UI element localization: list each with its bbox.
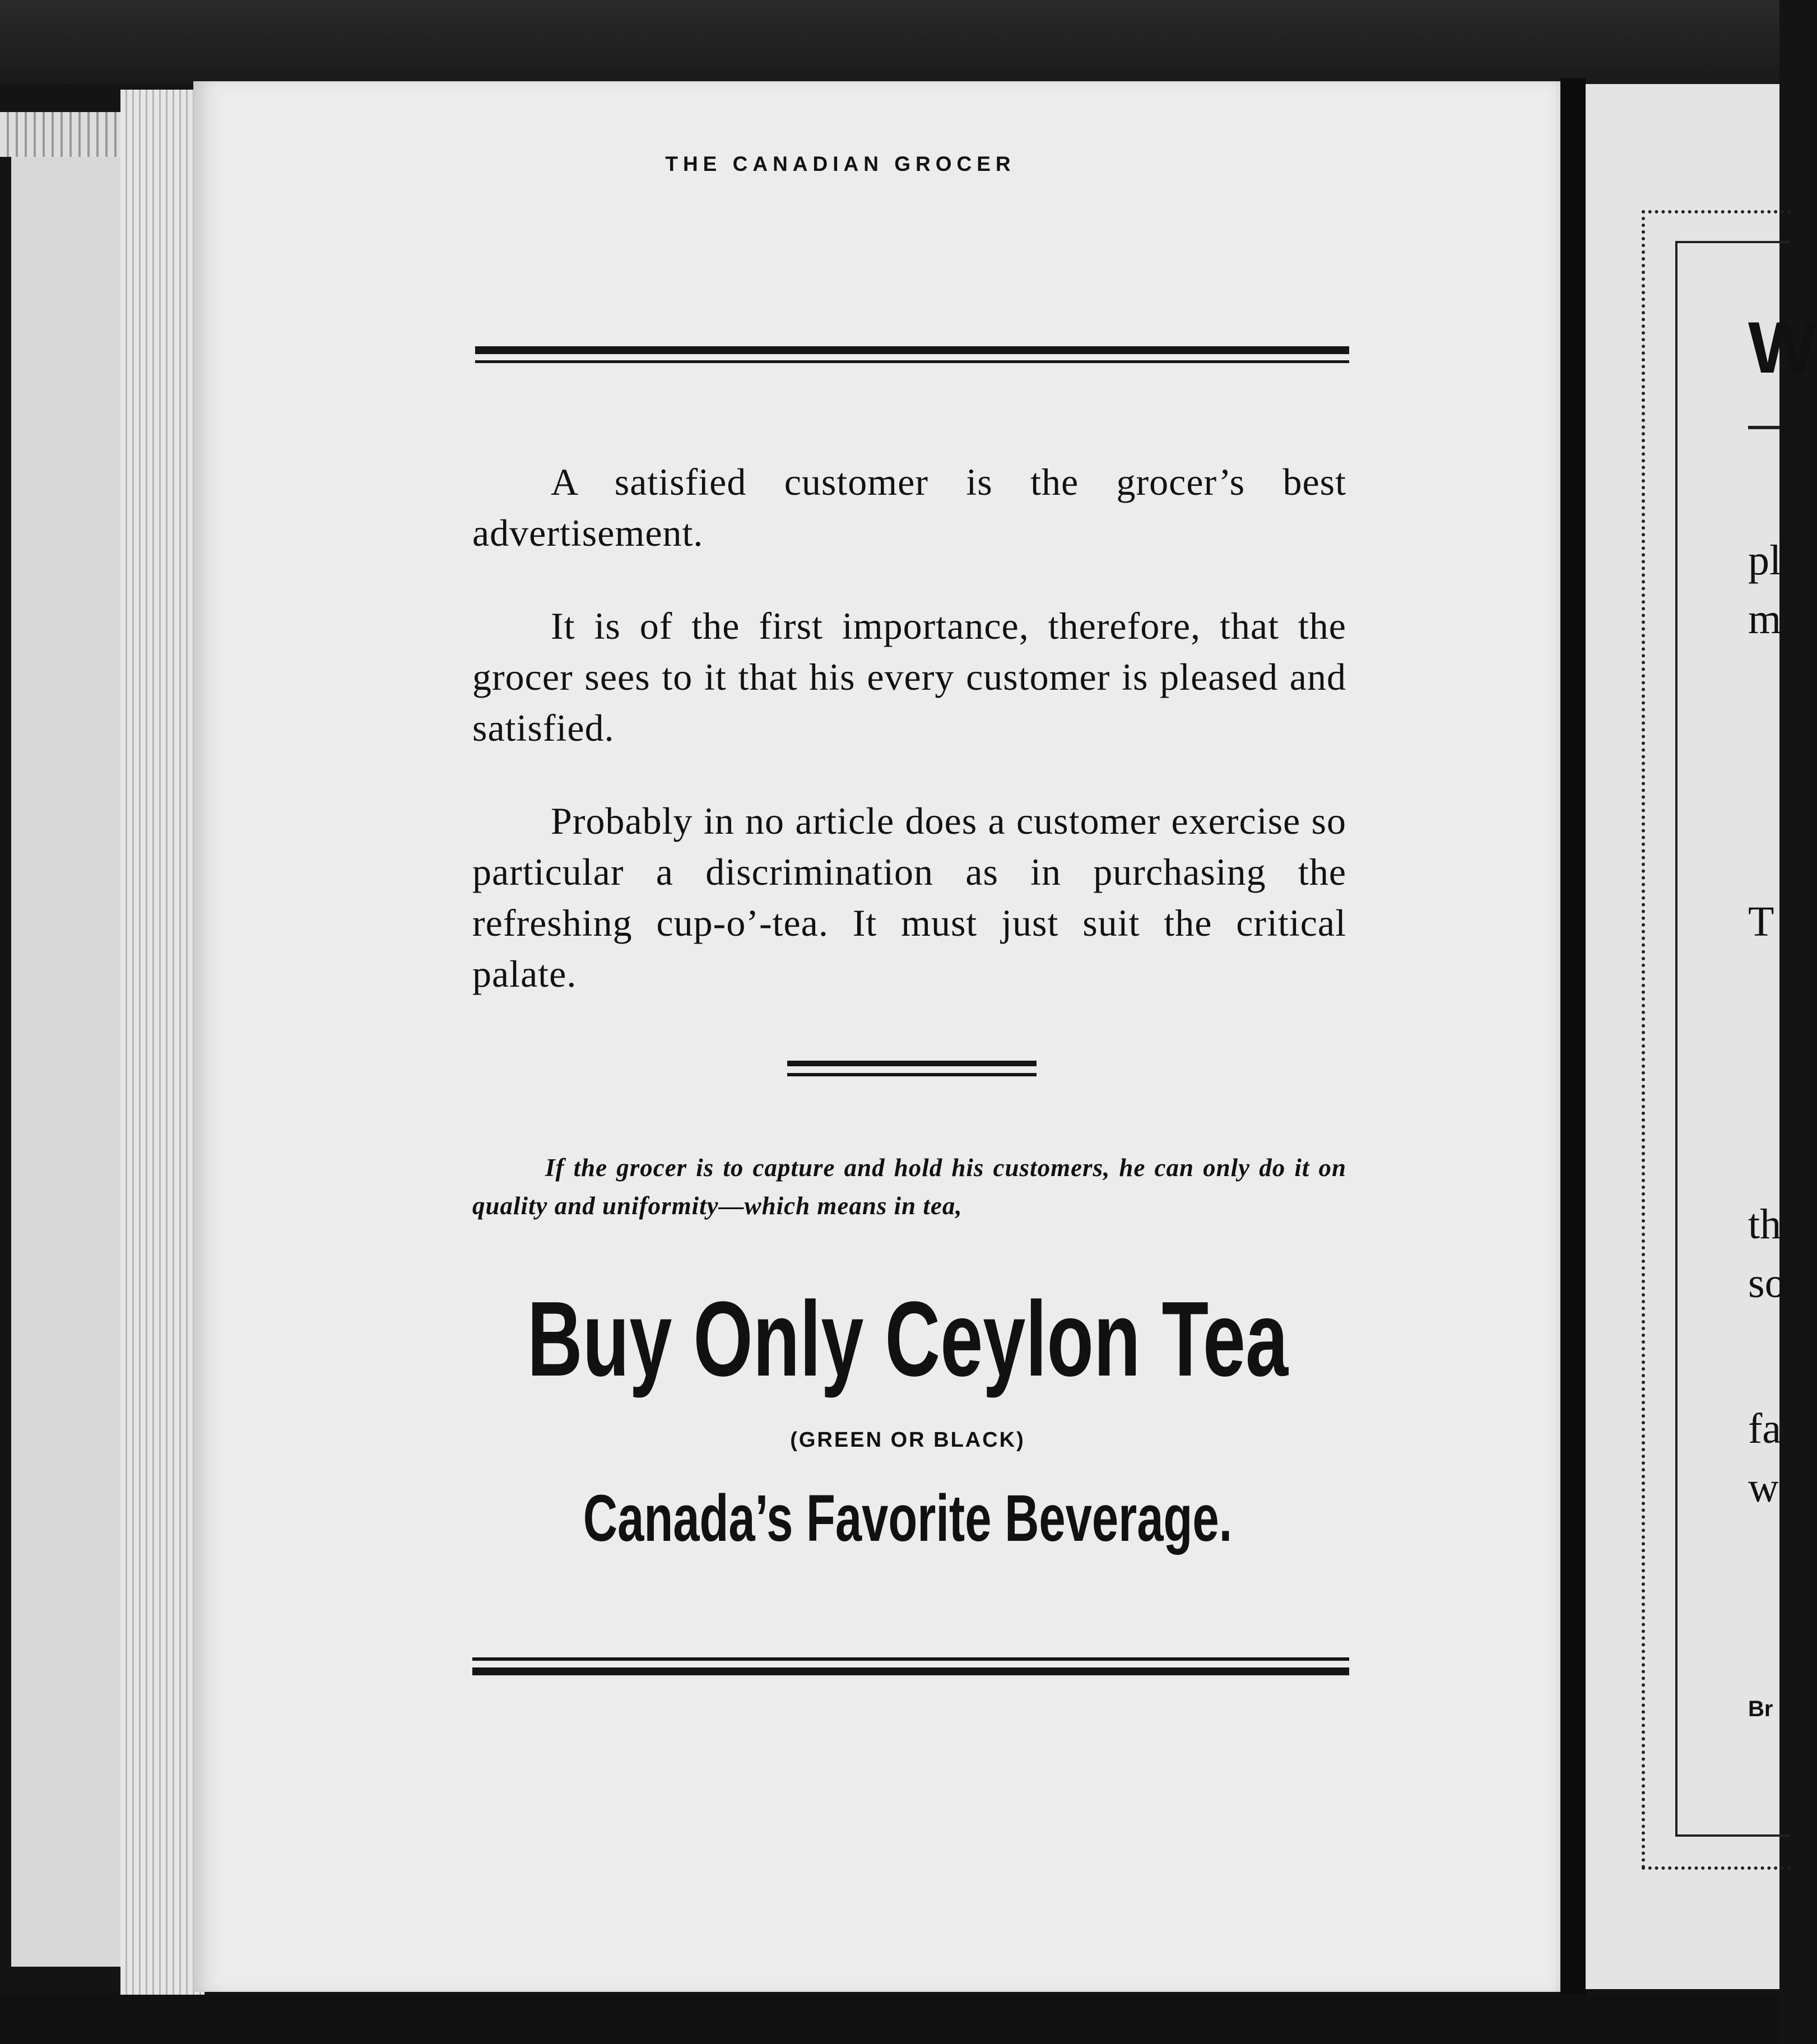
next-page-inner-border <box>1675 241 1790 1837</box>
paragraph-1: A satisfied customer is the grocer’s best advertisement. <box>472 461 1346 554</box>
bottom-rule-thick <box>472 1667 1349 1675</box>
magazine-page <box>193 81 1560 1992</box>
next-page-fragment-2: pl <box>1748 537 1782 584</box>
next-page-fragment-8: w <box>1748 1464 1779 1511</box>
bottom-rule-thin <box>472 1657 1349 1661</box>
page-stack-edges <box>120 90 205 2000</box>
next-page-fragment-4: T <box>1748 898 1774 945</box>
middle-rule-thick <box>787 1061 1037 1066</box>
next-page-fragment-1: W <box>1748 306 1817 388</box>
scan-bottom-band <box>0 1995 1779 2044</box>
subheadline: (GREEN OR BLACK) <box>790 1428 1025 1452</box>
running-head: THE CANADIAN GROCER <box>665 152 1016 175</box>
book-gutter <box>1560 78 1586 2044</box>
headline: Buy Only Ceylon Tea <box>527 1280 1289 1399</box>
scan-background <box>0 0 1779 84</box>
middle-rule-thin <box>787 1073 1037 1076</box>
next-page-rule <box>1748 426 1779 429</box>
next-page-fragment-3: m <box>1748 596 1782 643</box>
top-rule-thin <box>475 360 1349 363</box>
tagline: Canada’s Favorite Beverage. <box>583 1481 1233 1555</box>
paragraph-2: It is of the first importance, therefore, that the grocer sees to it that his every customer is pleased and satisfied. <box>472 605 1346 749</box>
next-page-fragment-6: so <box>1748 1260 1786 1307</box>
previous-page-edge <box>11 151 127 1967</box>
next-page-fragment-7: fa <box>1748 1405 1782 1452</box>
next-page-fragment-5: th <box>1748 1201 1782 1248</box>
next-page-fragment-9: Br <box>1748 1697 1773 1721</box>
top-rule-thick <box>475 346 1349 354</box>
previous-page-binding <box>0 112 123 157</box>
italic-note: If the grocer is to capture and hold his customers, he can only do it on quality and uniformity—which means in tea, <box>472 1154 1346 1220</box>
paragraph-3: Probably in no article does a customer exercise so particular a discrimination as in purchasing the refreshing cup-o’-tea. It must just suit the critical palate. <box>472 800 1346 995</box>
